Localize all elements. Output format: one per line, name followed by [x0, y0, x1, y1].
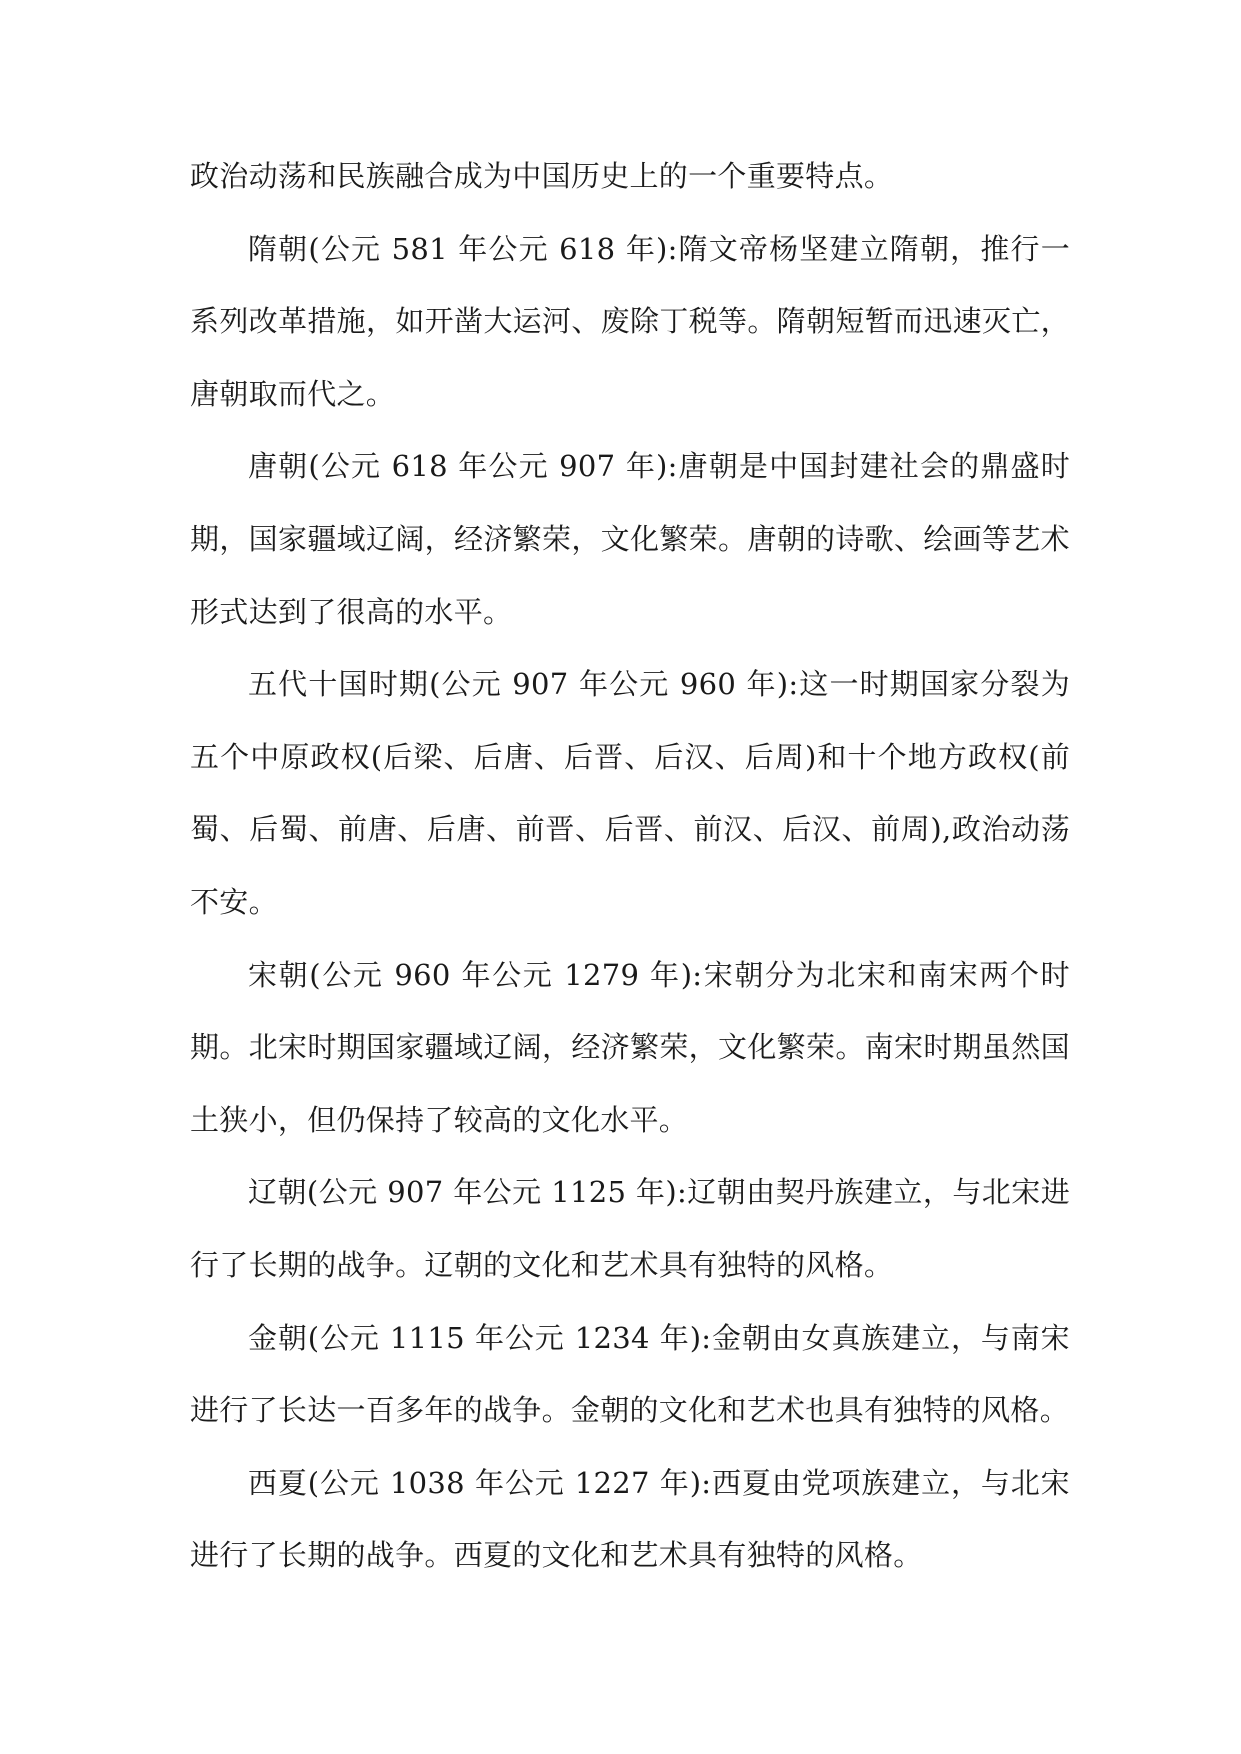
paragraph-song-dynasty: 宋朝(公元 960 年公元 1279 年):宋朝分为北宋和南宋两个时期。北宋时期国家疆域辽阔，经济繁荣，文化繁荣。南宋时期虽然国土狭小，但仍保持了较高的文化水平。 [190, 957, 1070, 1137]
paragraph-tang-dynasty: 唐朝(公元 618 年公元 907 年):唐朝是中国封建社会的鼎盛时期，国家疆域辽阔，经济繁荣，文化繁荣。唐朝的诗歌、绘画等艺术形式达到了很高的水平。 [190, 449, 1070, 629]
document-body [190, 140, 1070, 1592]
paragraph-five-dynasties: 五代十国时期(公元 907 年公元 960 年):这一时期国家分裂为五个中原政权(后梁、后唐、后晋、后汉、后周)和十个地方政权(前蜀、后蜀、前唐、后唐、前晋、后晋、前汉、后汉、前周),政治动荡不安。 [190, 667, 1070, 919]
paragraph-intro-continuation: 政治动荡和民族融合成为中国历史上的一个重要特点。 [190, 159, 894, 193]
paragraph-jin-dynasty: 金朝(公元 1115 年公元 1234 年):金朝由女真族建立，与南宋进行了长达一百多年的战争。金朝的文化和艺术也具有独特的风格。 [190, 1320, 1070, 1428]
paragraph-sui-dynasty: 隋朝(公元 581 年公元 618 年):隋文帝杨坚建立隋朝，推行一系列改革措施，如开凿大运河、废除丁税等。隋朝短暂而迅速灭亡，唐朝取而代之。 [190, 231, 1070, 411]
paragraph-western-xia: 西夏(公元 1038 年公元 1227 年):西夏由党项族建立，与北宋进行了长期的战争。西夏的文化和艺术具有独特的风格。 [190, 1465, 1070, 1573]
paragraph-liao-dynasty: 辽朝(公元 907 年公元 1125 年):辽朝由契丹族建立，与北宋进行了长期的战争。辽朝的文化和艺术具有独特的风格。 [190, 1175, 1070, 1282]
